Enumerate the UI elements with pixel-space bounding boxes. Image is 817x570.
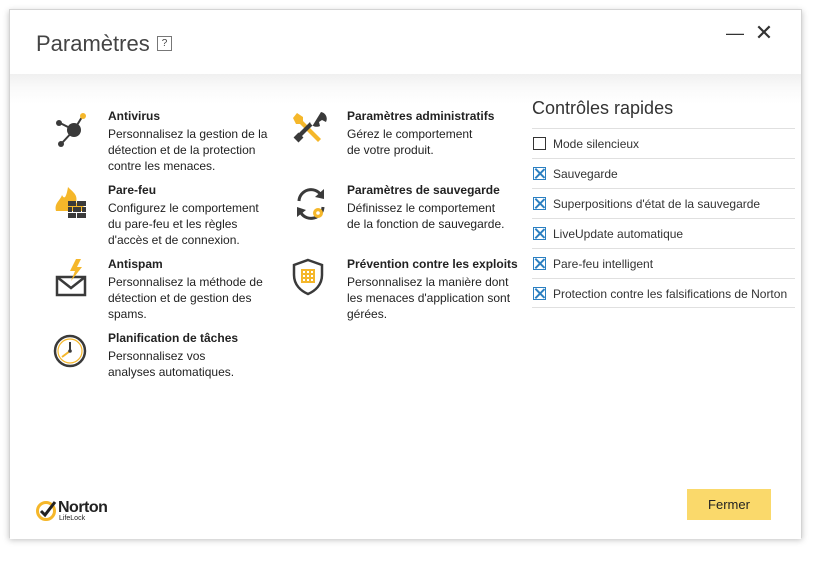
quick-control-label: Pare-feu intelligent <box>553 257 654 271</box>
setting-description: Personnalisez la gestion de la détection et de la protection contre les menaces. <box>108 127 268 173</box>
quick-control-backup[interactable] <box>532 158 795 188</box>
setting-name: Antivirus <box>108 109 161 123</box>
checkbox[interactable] <box>533 287 546 300</box>
setting-description: Personnalisez la méthode de détection et de gestion des spams. <box>108 275 263 321</box>
clock-icon <box>52 331 92 371</box>
checkbox[interactable] <box>533 257 546 270</box>
shield-icon <box>291 257 331 297</box>
help-button[interactable]: ? <box>157 36 172 51</box>
quick-control-label: Superpositions d'état de la sauvegarde <box>553 197 761 211</box>
checkbox[interactable] <box>533 227 546 240</box>
quick-controls-list <box>532 128 795 308</box>
setting-name: Antispam <box>108 257 163 271</box>
window-title: Paramètres <box>36 31 150 56</box>
close-button[interactable]: ✕ <box>754 20 774 45</box>
quick-control-label: Protection contre les falsifications de Norton <box>553 287 788 301</box>
quick-control-label: Sauvegarde <box>553 167 618 181</box>
minimize-button[interactable]: — <box>726 23 744 43</box>
quick-control-backup-overlays[interactable] <box>532 188 795 218</box>
firewall-icon <box>52 183 92 223</box>
quick-control-smart-firewall[interactable] <box>532 248 795 278</box>
brand-subname: LifeLock <box>59 515 86 522</box>
quick-control-silent-mode[interactable] <box>532 128 795 158</box>
backup-icon <box>291 183 331 223</box>
settings-window <box>9 9 802 538</box>
checkbox[interactable] <box>533 167 546 180</box>
antispam-icon <box>52 257 92 297</box>
quick-control-label: Mode silencieux <box>553 137 640 151</box>
setting-name: Paramètres administratifs <box>347 109 495 123</box>
quick-controls-title: Contrôles rapides <box>532 98 674 118</box>
checkbox[interactable] <box>533 137 546 150</box>
setting-name: Pare-feu <box>108 183 157 197</box>
setting-name: Planification de tâches <box>108 331 239 345</box>
norton-logo <box>35 497 125 525</box>
checkbox[interactable] <box>533 197 546 210</box>
setting-description: Configurez le comportement du pare-feu et les règles d'accès et de connexion. <box>108 201 259 247</box>
setting-name: Prévention contre les exploits <box>347 257 518 271</box>
close-dialog-button[interactable]: Fermer <box>687 489 771 520</box>
setting-description: Gérez le comportement de votre produit. <box>347 127 473 157</box>
antivirus-icon <box>52 109 92 149</box>
setting-name: Paramètres de sauvegarde <box>347 183 500 197</box>
setting-description: Définissez le comportement de la fonction de sauvegarde. <box>347 201 505 231</box>
title-bar <box>10 10 801 74</box>
brand-name: Norton <box>58 499 108 516</box>
norton-check-icon <box>35 500 57 522</box>
setting-description: Personnalisez la manière dont les menaces d'application sont gérées. <box>347 275 511 321</box>
quick-control-liveupdate[interactable] <box>532 218 795 248</box>
quick-control-tamper-protection[interactable] <box>532 278 795 308</box>
quick-control-label: LiveUpdate automatique <box>553 227 684 241</box>
setting-description: Personnalisez vos analyses automatiques. <box>108 349 235 379</box>
tools-icon <box>291 109 331 149</box>
